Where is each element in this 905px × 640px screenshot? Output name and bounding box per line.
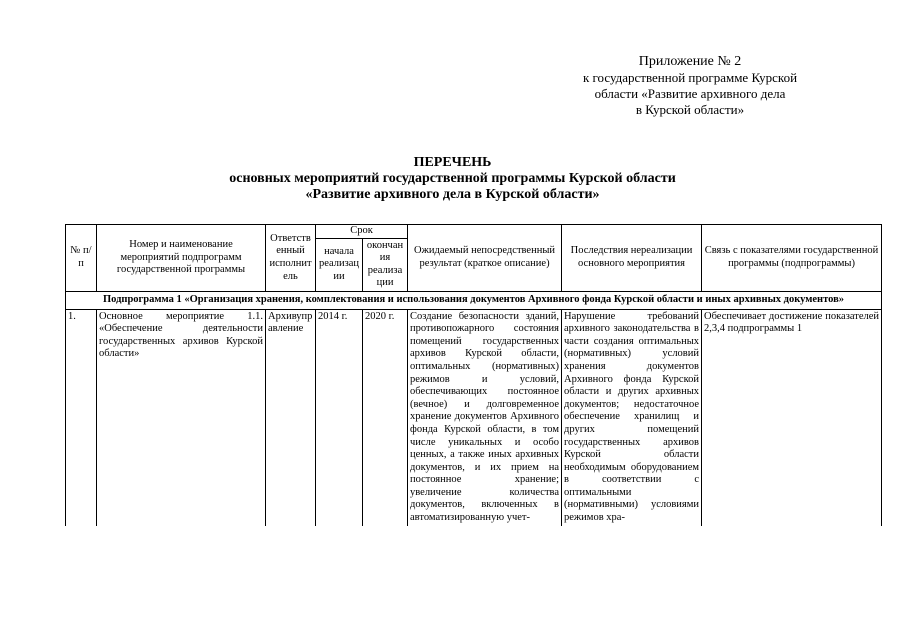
table-header-row [66, 225, 882, 239]
header-num: № п/п [66, 225, 97, 292]
row-name: Основное мероприятие 1.1. «Обеспечение деятельности государственных архивов Курской области» [97, 309, 266, 526]
appendix-note [540, 54, 840, 118]
appendix-line-1: Приложение № 2 [638, 54, 742, 69]
row-consequences: Нарушение требований архивного законодательства в части создания оптимальных (нормативных) условий хранения документов Архивного фонда Курской области и других архивных документов; недостаточное обеспечение хранилищ и других помещений государственных архивов Курской области необходимым оборудованием в соответствии с оптимальными (нормативными) условиями режимов хра- [562, 309, 702, 526]
header-link: Связь с показателями государственной программы (подпрограммы) [702, 225, 882, 292]
row-result: Создание безопасности зданий, противопожарного состояния помещений государственных архивов Курской области, оптимальных (нормативных) режимов и условий, обеспечивающих постоянное (вечное) и долговременное хранение документов Архивного фонда Курской области, в том числе уникальных и особо ценных, а также иных архивных документов, и их прием на постоянное хранение; увеличение количества документов, включенных в автоматизированную учет- [408, 309, 562, 526]
header-name: Номер и наименование мероприятий подпрограмм государственной программы [97, 225, 266, 292]
row-start: 2014 г. [316, 309, 363, 526]
title-line-2: основных мероприятий государственной программы Курской области [229, 171, 676, 186]
appendix-line-4: в Курской области» [635, 102, 745, 117]
header-consequences: Последствия нереализации основного мероприятия [562, 225, 702, 292]
appendix-line-2: к государственной программе Курской [582, 70, 798, 85]
table-row [66, 309, 882, 526]
header-responsible: Ответственный исполнитель [266, 225, 316, 292]
appendix-line-3: области «Развитие архивного дела [594, 86, 786, 101]
header-result: Ожидаемый непосредственный результат (краткое описание) [408, 225, 562, 292]
row-end: 2020 г. [363, 309, 408, 526]
header-end: окончания реализации [363, 238, 408, 291]
subprogram-row [66, 291, 882, 309]
row-num: 1. [66, 309, 97, 526]
header-start: начала реализации [316, 238, 363, 291]
row-responsible: Архивуправление [266, 309, 316, 526]
row-link: Обеспечивает достижение показателей 2,3,4 подпрограммы 1 [702, 309, 882, 526]
title-line-1: ПЕРЕЧЕНЬ [413, 155, 492, 170]
subprogram-title: Подпрограмма 1 «Организация хранения, комплектования и использования документов Архивного фонда Курской области и иных архивных документов» [66, 291, 882, 309]
document-title [0, 155, 905, 203]
title-line-3: «Развитие архивного дела в Курской области» [305, 187, 600, 202]
header-term: Срок [316, 225, 408, 239]
measures-table [65, 224, 882, 526]
